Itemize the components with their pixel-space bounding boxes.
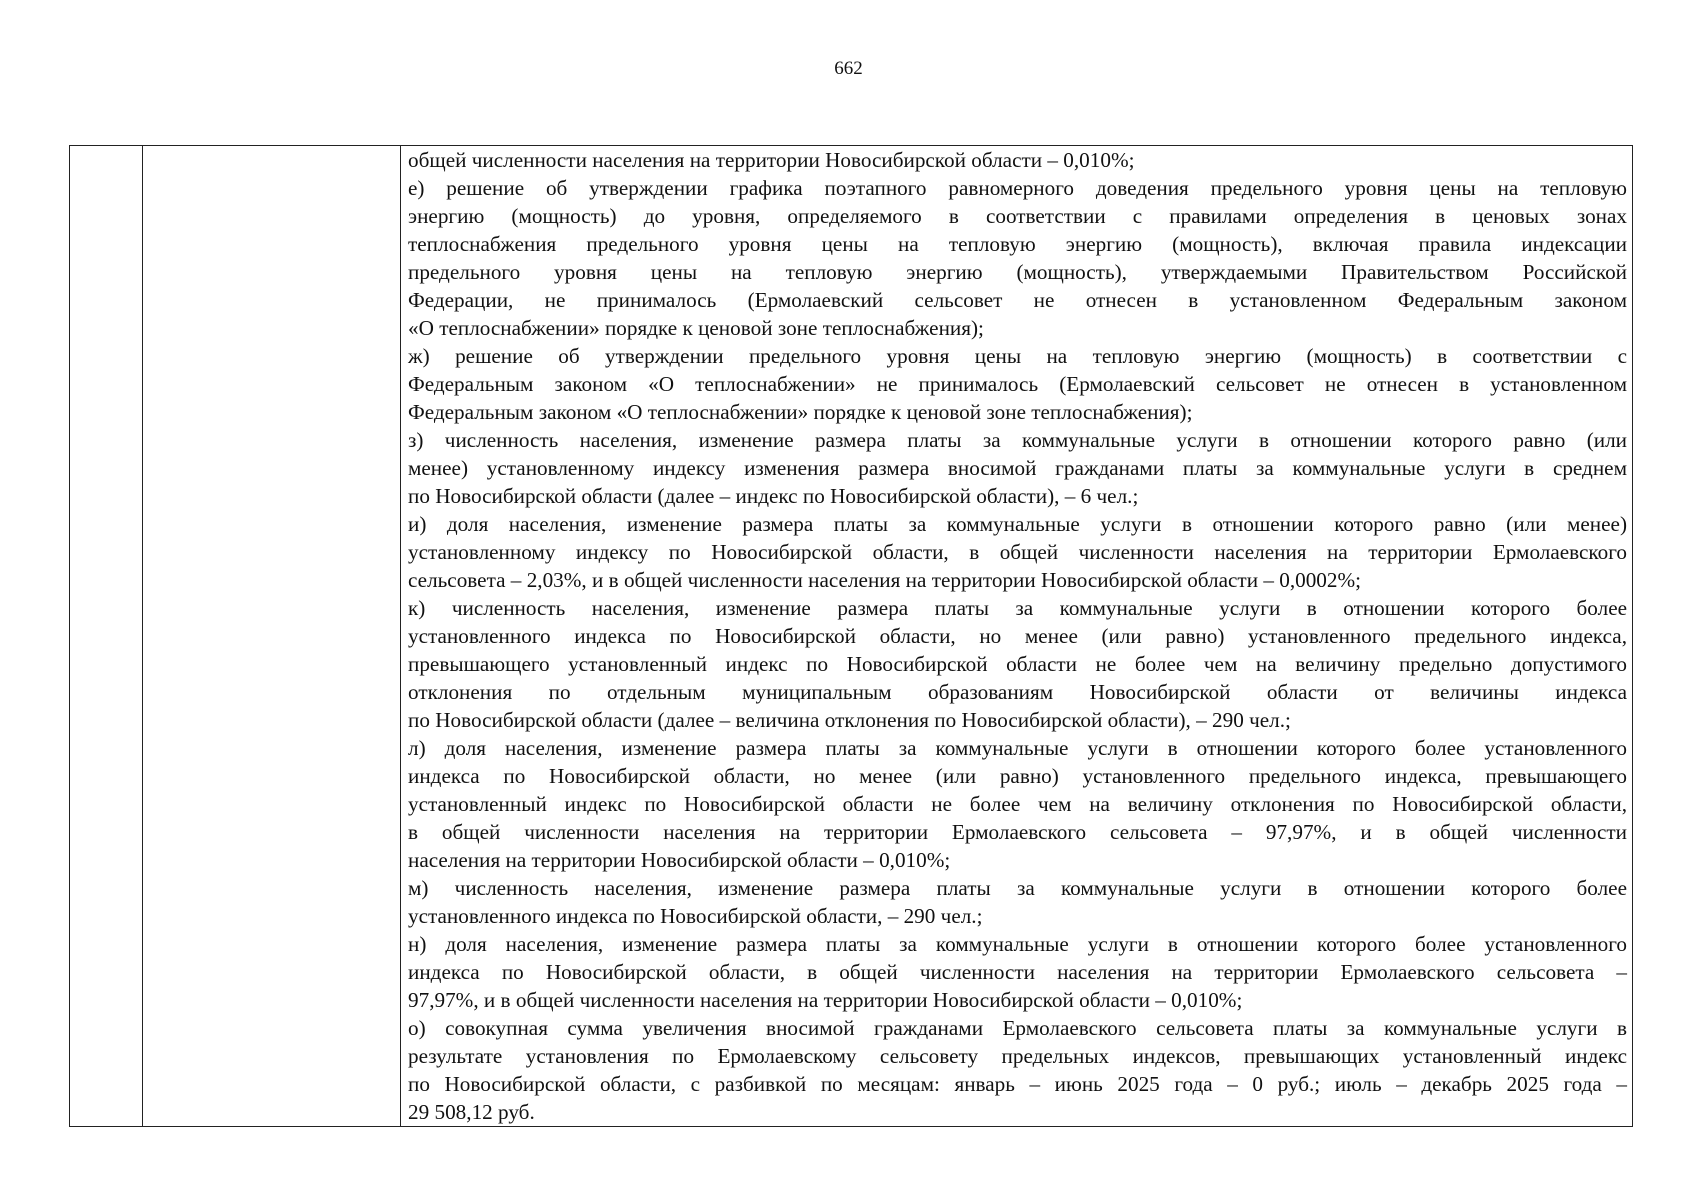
number-cell xyxy=(70,146,143,1127)
text-line: Федерации, не принималось (Ермолаевский сельсовет не отнесен в установленном Федеральным законом xyxy=(408,288,1627,312)
text-line: к) численность населения, изменение размера платы за коммунальные услуги в отношении которого более xyxy=(408,596,1627,620)
text-line: сельсовета – 2,03%, и в общей численности населения на территории Новосибирской области – 0,0002%; xyxy=(408,568,1362,592)
text-line: м) численность населения, изменение размера платы за коммунальные услуги в отношении которого более xyxy=(408,876,1627,900)
text-line: и) доля населения, изменение размера платы за коммунальные услуги в отношении которого равно (или менее) xyxy=(408,512,1627,536)
text-line: общей численности населения на территории Новосибирской области – 0,010%; xyxy=(408,148,1135,172)
text-line: 97,97%, и в общей численности населения на территории Новосибирской области – 0,010%; xyxy=(408,988,1243,1012)
text-line: индекса по Новосибирской области, но менее (или равно) установленного предельного индекса, превышающего xyxy=(408,764,1627,788)
text-line: предельного уровня цены на тепловую энергию (мощность), утверждаемыми Правительством Российской xyxy=(408,260,1627,284)
text-line: населения на территории Новосибирской области – 0,010%; xyxy=(408,848,951,872)
text-line: в общей численности населения на территории Ермолаевского сельсовета – 97,97%, и в общей численности xyxy=(408,820,1627,844)
text-line: теплоснабжения предельного уровня цены на тепловую энергию (мощность), включая правила индексации xyxy=(408,232,1627,256)
text-line: превышающего установленный индекс по Новосибирской области не более чем на величину предельно допустимого xyxy=(408,652,1627,676)
text-line: установленного индекса по Новосибирской области, но менее (или равно) установленного предельного индекса, xyxy=(408,624,1627,648)
text-line: з) численность населения, изменение размера платы за коммунальные услуги в отношении которого равно (или xyxy=(408,428,1627,452)
text-line: Федеральным законом «О теплоснабжении» порядке к ценовой зоне теплоснабжения); xyxy=(408,400,1193,424)
text-line: по Новосибирской области, с разбивкой по месяцам: январь – июнь 2025 года – 0 руб.; июль – декабрь 2025 года – xyxy=(408,1072,1627,1096)
text-line: л) доля населения, изменение размера платы за коммунальные услуги в отношении которого более установленного xyxy=(408,736,1627,760)
text-line: н) доля населения, изменение размера платы за коммунальные услуги в отношении которого более установленного xyxy=(408,932,1627,956)
text-line: о) совокупная сумма увеличения вносимой гражданами Ермолаевского сельсовета платы за коммунальные услуги в xyxy=(408,1016,1627,1040)
text-line: «О теплоснабжении» порядке к ценовой зоне теплоснабжения); xyxy=(408,316,984,340)
table-row xyxy=(70,146,1633,1127)
document-table xyxy=(69,145,1633,1127)
text-line: по Новосибирской области (далее – индекс по Новосибирской области), – 6 чел.; xyxy=(408,484,1139,508)
text-line: менее) установленному индексу изменения размера вносимой гражданами платы за коммунальные услуги в среднем xyxy=(408,456,1627,480)
text-line: Федеральным законом «О теплоснабжении» не принималось (Ермолаевский сельсовет не отнесен в установленном xyxy=(408,372,1627,396)
text-line: энергию (мощность) до уровня, определяемого в соответствии с правилами определения в ценовых зонах xyxy=(408,204,1627,228)
text-line: установленного индекса по Новосибирской области, – 290 чел.; xyxy=(408,904,983,928)
text-line: результате установления по Ермолаевскому сельсовету предельных индексов, превышающих установленный индекс xyxy=(408,1044,1627,1068)
text-line: ж) решение об утверждении предельного уровня цены на тепловую энергию (мощность) в соответствии с xyxy=(408,344,1627,368)
text-line: по Новосибирской области (далее – величина отклонения по Новосибирской области), – 290 чел.; xyxy=(408,708,1291,732)
text-line: установленному индексу по Новосибирской области, в общей численности населения на территории Ермолаевского xyxy=(408,540,1627,564)
text-line: е) решение об утверждении графика поэтапного равномерного доведения предельного уровня цены на тепловую xyxy=(408,176,1627,200)
text-line: отклонения по отдельным муниципальным образованиям Новосибирской области от величины индекса xyxy=(408,680,1627,704)
text-line: установленный индекс по Новосибирской области не более чем на величину отклонения по Новосибирской области, xyxy=(408,792,1627,816)
content-text xyxy=(408,146,1627,1126)
content-cell xyxy=(401,146,1633,1127)
page-number: 662 xyxy=(834,58,863,79)
text-line: индекса по Новосибирской области, в общей численности населения на территории Ермолаевского сельсовета – xyxy=(408,960,1627,984)
text-line: 29 508,12 руб. xyxy=(408,1100,535,1124)
indicator-cell xyxy=(143,146,401,1127)
